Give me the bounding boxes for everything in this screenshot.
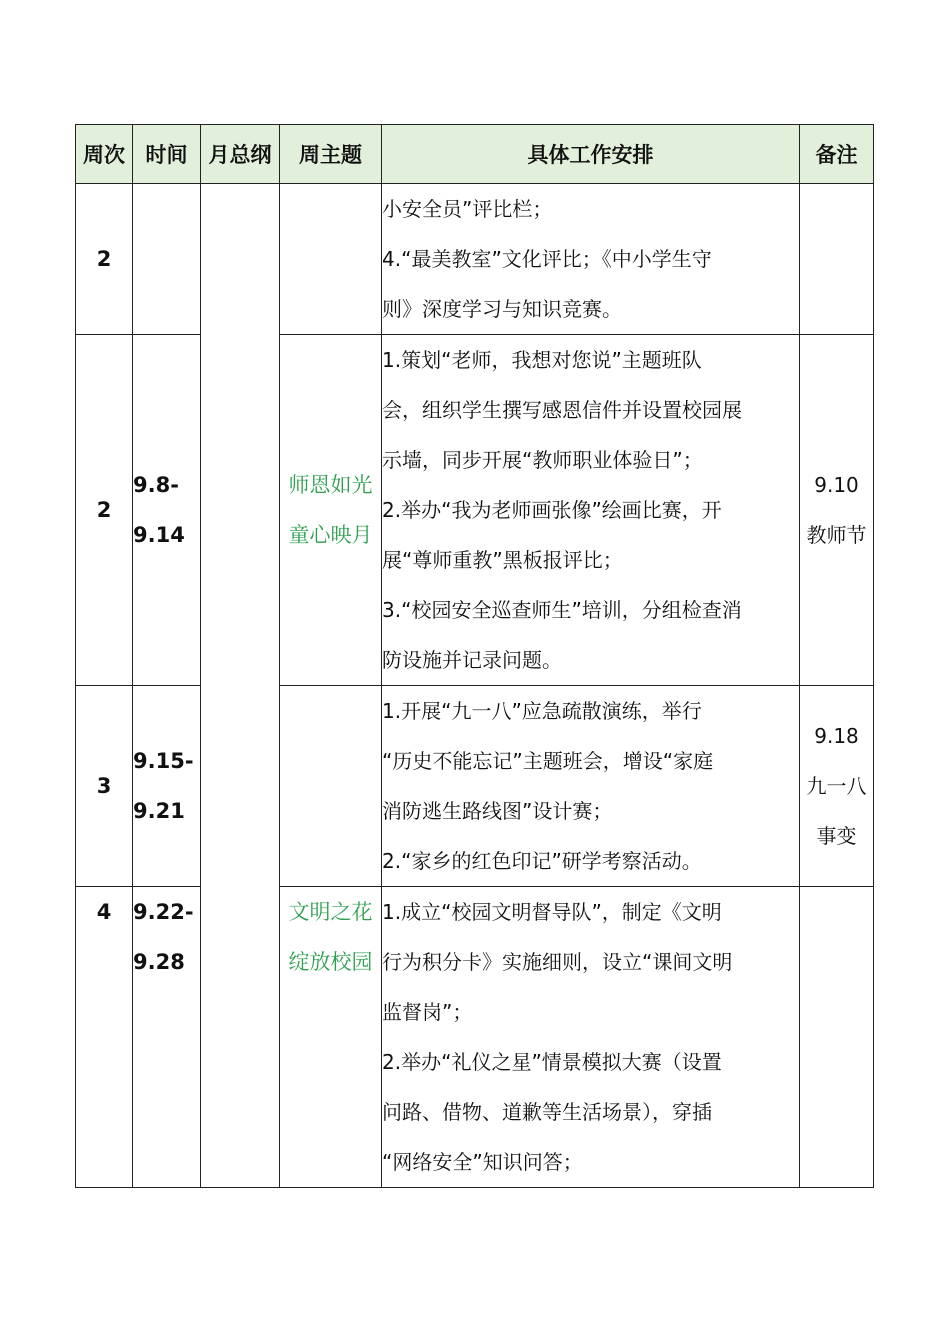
- time-cell: [133, 686, 201, 887]
- note-line: 事变: [816, 824, 857, 848]
- work-line: 行为积分卡》实施细则，设立“课间文明: [382, 950, 733, 974]
- work-line: 1.策划“老师，我想对您说”主题班队: [382, 348, 702, 372]
- work-line: 监督岗”；: [382, 1000, 473, 1024]
- theme-cell: [280, 335, 382, 686]
- time-end: 9.28: [133, 950, 185, 974]
- week-cell: 2: [76, 184, 133, 335]
- work-cell: [382, 686, 800, 887]
- work-line: 会，组织学生撰写感恩信件并设置校园展: [382, 398, 742, 422]
- work-cell: [382, 184, 800, 335]
- time-start: 9.8-: [133, 473, 179, 497]
- work-line: “历史不能忘记”主题班会，增设“家庭: [382, 749, 714, 773]
- table-row: [76, 887, 874, 1188]
- week-cell: 4: [76, 887, 133, 1188]
- table-row: [76, 184, 874, 335]
- work-line: 1.成立“校园文明督导队”，制定《文明: [382, 900, 722, 924]
- work-line: 2.“家乡的红色印记”研学考察活动。: [382, 849, 702, 873]
- theme-cell: [280, 686, 382, 887]
- week-cell: 2: [76, 335, 133, 686]
- time-cell: [133, 184, 201, 335]
- theme-line: 童心映月: [288, 523, 373, 547]
- note-line: 9.18: [814, 724, 859, 748]
- header-week-theme: 周主题: [280, 125, 382, 184]
- note-cell: [800, 335, 874, 686]
- work-line: 则》深度学习与知识竞赛。: [382, 297, 622, 321]
- note-cell: [800, 887, 874, 1188]
- table-row: [76, 335, 874, 686]
- header-week: 周次: [76, 125, 133, 184]
- theme-line: 绽放校园: [288, 950, 373, 974]
- time-end: 9.21: [133, 799, 185, 823]
- work-line: 小安全员”评比栏；: [382, 197, 553, 221]
- work-line: 1.开展“九一八”应急疏散演练，举行: [382, 699, 702, 723]
- work-cell: [382, 887, 800, 1188]
- header-time: 时间: [133, 125, 201, 184]
- time-start: 9.22-: [133, 900, 194, 924]
- week-cell: 3: [76, 686, 133, 887]
- note-cell: [800, 184, 874, 335]
- work-line: 2.举办“礼仪之星”情景模拟大赛（设置: [382, 1050, 722, 1074]
- theme-line: 文明之花: [288, 900, 373, 924]
- time-end: 9.14: [133, 523, 185, 547]
- work-line: 示墙，同步开展“教师职业体验日”；: [382, 448, 703, 472]
- time-start: 9.15-: [133, 749, 194, 773]
- work-line: 问路、借物、道歉等生活场景），穿插: [382, 1100, 712, 1124]
- work-line: 4.“最美教室”文化评比；《中小学生守: [382, 247, 712, 271]
- theme-cell: [280, 184, 382, 335]
- note-line: 教师节: [806, 523, 867, 547]
- header-row: [76, 125, 874, 184]
- theme-cell: [280, 887, 382, 1188]
- work-cell: [382, 335, 800, 686]
- work-line: 防设施并记录问题。: [382, 648, 562, 672]
- weekly-plan-table: [75, 124, 874, 1188]
- note-cell: [800, 686, 874, 887]
- time-cell: [133, 335, 201, 686]
- header-work: 具体工作安排: [382, 125, 800, 184]
- work-line: 展“尊师重教”黑板报评比；: [382, 548, 623, 572]
- work-line: 3.“校园安全巡查师生”培训，分组检查消: [382, 598, 742, 622]
- note-line: 9.10: [814, 473, 859, 497]
- work-line: 消防逃生路线图”设计赛；: [382, 799, 613, 823]
- work-line: “网络安全”知识问答；: [382, 1150, 583, 1174]
- month-outline-cell: [201, 184, 280, 1188]
- time-cell: [133, 887, 201, 1188]
- note-line: 九一八: [806, 774, 867, 798]
- work-line: 2.举办“我为老师画张像”绘画比赛，开: [382, 498, 722, 522]
- header-month-outline: 月总纲: [201, 125, 280, 184]
- header-note: 备注: [800, 125, 874, 184]
- table-row: [76, 686, 874, 887]
- theme-line: 师恩如光: [288, 473, 373, 497]
